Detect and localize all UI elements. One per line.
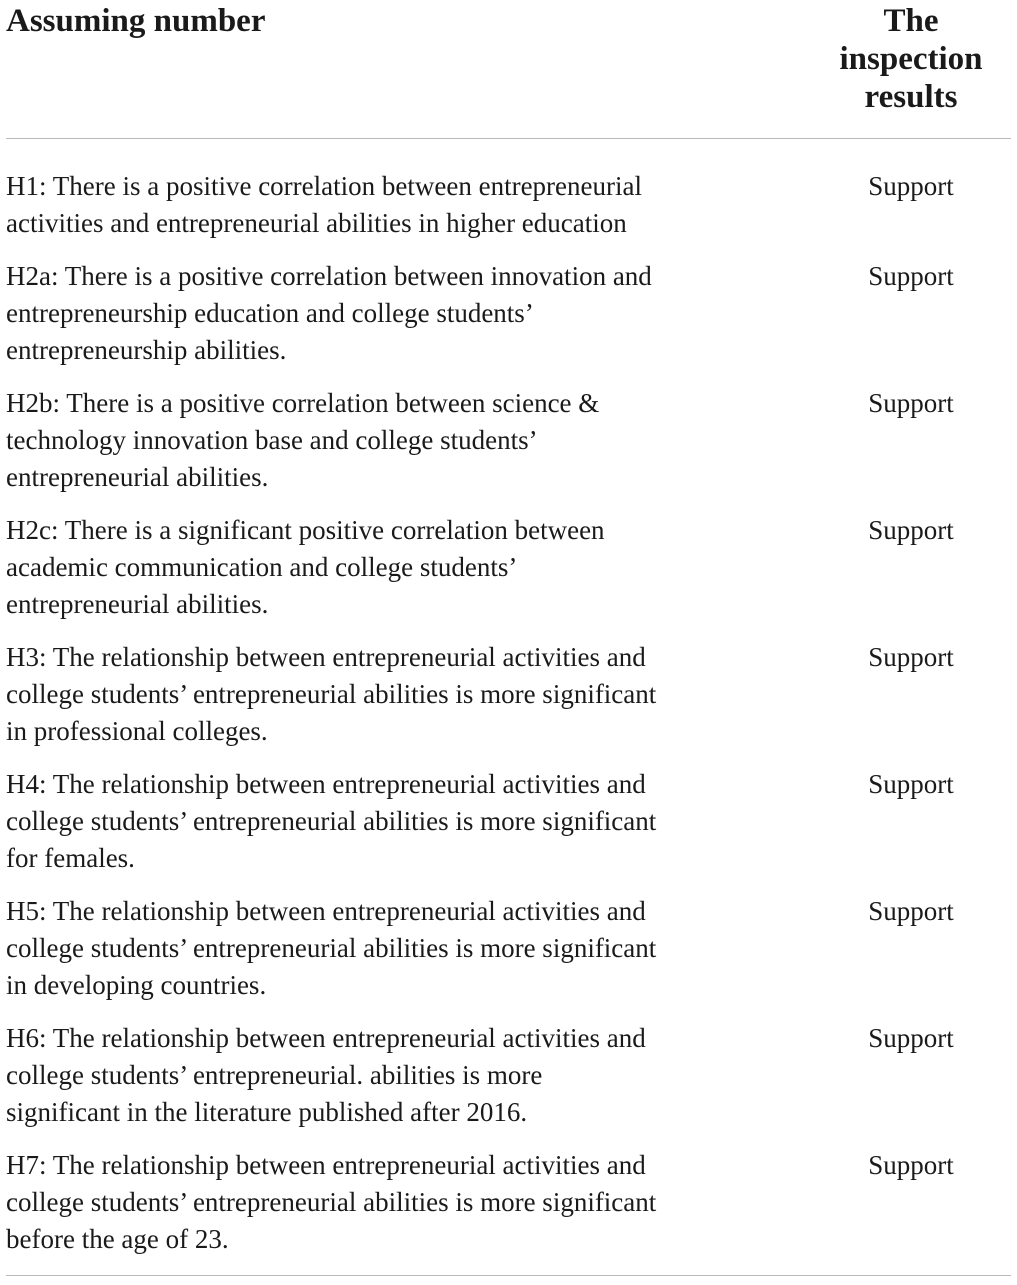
table-bottom-rule	[6, 1275, 1011, 1276]
hypothesis-line: entrepreneurial abilities.	[6, 462, 269, 492]
hypothesis-line: before the age of 23.	[6, 1224, 229, 1254]
hypothesis-line: technology innovation base and college students’	[6, 425, 538, 455]
table-header	[6, 0, 1011, 138]
header-result-line: The	[883, 3, 939, 39]
hypothesis-line: H4: The relationship between entrepreneurial activities and	[6, 769, 646, 799]
hypothesis-line: H1: There is a positive correlation between entrepreneurial	[6, 171, 642, 201]
result-cell: Support	[868, 896, 954, 926]
hypothesis-line: college students’ entrepreneurial abilities is more significant	[6, 679, 657, 709]
hypothesis-line: H7: The relationship between entrepreneurial activities and	[6, 1150, 646, 1180]
hypothesis-cell	[6, 258, 716, 369]
result-cell: Support	[868, 1023, 954, 1053]
result-cell: Support	[868, 515, 954, 545]
hypothesis-line: entrepreneurship education and college students’	[6, 298, 534, 328]
header-inspection-results	[811, 2, 1011, 116]
table-row	[6, 168, 1011, 242]
result-cell: Support	[868, 261, 954, 291]
result-cell: Support	[868, 769, 954, 799]
hypothesis-cell	[6, 1020, 716, 1131]
hypothesis-line: college students’ entrepreneurial abilities is more significant	[6, 1187, 657, 1217]
hypothesis-line: in professional colleges.	[6, 716, 268, 746]
table-row	[6, 1020, 1011, 1131]
hypothesis-line: H5: The relationship between entrepreneurial activities and	[6, 896, 646, 926]
hypothesis-line: in developing countries.	[6, 970, 267, 1000]
hypothesis-line: activities and entrepreneurial abilities in higher education	[6, 208, 627, 238]
hypothesis-cell	[6, 766, 716, 877]
table-row	[6, 1147, 1011, 1258]
hypothesis-cell	[6, 385, 716, 496]
table-row	[6, 639, 1011, 750]
hypothesis-line: college students’ entrepreneurial abilities is more significant	[6, 806, 657, 836]
table-body	[6, 139, 1011, 1275]
hypothesis-line: H3: The relationship between entrepreneurial activities and	[6, 642, 646, 672]
result-cell: Support	[868, 642, 954, 672]
hypothesis-line: entrepreneurship abilities.	[6, 335, 287, 365]
hypothesis-line: college students’ entrepreneurial. abilities is more	[6, 1060, 543, 1090]
result-cell: Support	[868, 171, 954, 201]
hypothesis-line: academic communication and college students’	[6, 552, 518, 582]
hypothesis-line: entrepreneurial abilities.	[6, 589, 269, 619]
hypothesis-table	[6, 0, 1011, 1276]
hypothesis-cell	[6, 168, 716, 242]
hypothesis-line: college students’ entrepreneurial abilities is more significant	[6, 933, 657, 963]
result-cell: Support	[868, 1150, 954, 1180]
table-row	[6, 512, 1011, 623]
hypothesis-line: H6: The relationship between entrepreneurial activities and	[6, 1023, 646, 1053]
header-result-line: inspection	[839, 41, 983, 77]
hypothesis-cell	[6, 639, 716, 750]
hypothesis-cell	[6, 512, 716, 623]
hypothesis-line: H2a: There is a positive correlation between innovation and	[6, 261, 652, 291]
table-row	[6, 893, 1011, 1004]
header-result-line: results	[864, 79, 958, 115]
table-row	[6, 385, 1011, 496]
table-row	[6, 258, 1011, 369]
hypothesis-cell	[6, 893, 716, 1004]
hypothesis-cell	[6, 1147, 716, 1258]
hypothesis-line: significant in the literature published after 2016.	[6, 1097, 528, 1127]
result-cell: Support	[868, 388, 954, 418]
table-row	[6, 766, 1011, 877]
header-assuming-number: Assuming number	[6, 3, 266, 39]
hypothesis-line: for females.	[6, 843, 135, 873]
hypothesis-line: H2c: There is a significant positive correlation between	[6, 515, 605, 545]
hypothesis-line: H2b: There is a positive correlation between science &	[6, 388, 600, 418]
